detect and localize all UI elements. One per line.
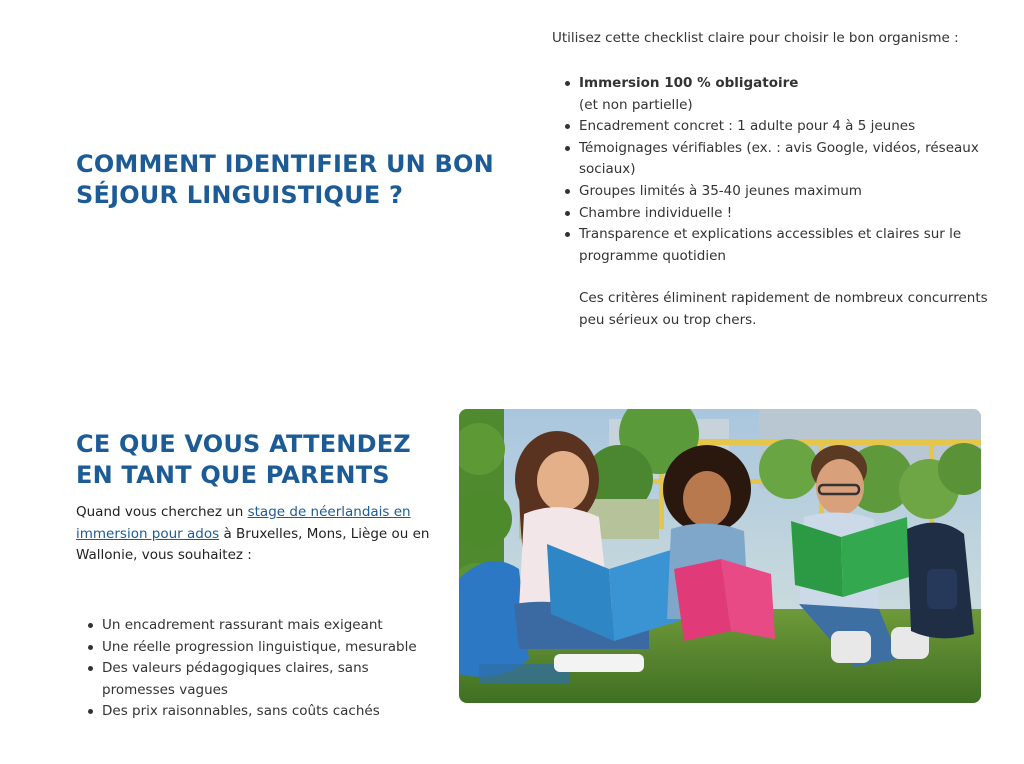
checklist-item: Chambre individuelle ! — [579, 203, 999, 225]
kids-reading-photo — [459, 409, 981, 703]
parents-intro-text-end: à Bruxelles, Mons, Liège ou en Wallonie, vous souhaitez : — [76, 525, 430, 564]
checklist-item: Groupes limités à 35-40 jeunes maximum — [579, 181, 999, 203]
identify-title-line-1: COMMENT IDENTIFIER UN BON — [76, 150, 494, 178]
checklist-item: Transparence et explications accessibles et claires sur le programme quotidien — [579, 224, 999, 267]
checklist-item: Encadrement concret : 1 adulte pour 4 à 5 jeunes — [579, 116, 999, 138]
parents-title-line-2: EN TANT QUE PARENTS — [76, 461, 390, 489]
immersion-stage-link[interactable]: stage de néerlandais en immersion pour ados — [76, 504, 411, 542]
checklist-item — [579, 73, 999, 116]
expectation-item: Des prix raisonnables, sans coûts cachés — [102, 701, 432, 723]
expectation-item: Un encadrement rassurant mais exigeant — [102, 615, 432, 637]
checklist-intro: Utilisez cette checklist claire pour choisir le bon organisme : — [552, 30, 959, 46]
checklist-item-strong: Immersion 100 % obligatoire — [579, 75, 799, 91]
expectations-list — [102, 615, 432, 723]
parents-intro — [76, 502, 446, 567]
identify-section-title — [76, 149, 494, 211]
checklist-item-sub: (et non partielle) — [579, 96, 693, 113]
expectation-item: Des valeurs pédagogiques claires, sans promesses vagues — [102, 658, 432, 701]
parents-section-title — [76, 429, 411, 491]
checklist-item: Témoignages vérifiables (ex. : avis Google, vidéos, réseaux sociaux) — [579, 138, 999, 181]
checklist-note: Ces critères éliminent rapidement de nombreux concurrents peu sérieux ou trop chers. — [579, 290, 988, 328]
kids-reading-illustration — [459, 409, 981, 703]
checklist — [579, 73, 999, 267]
parents-title-line-1: CE QUE VOUS ATTENDEZ — [76, 430, 411, 458]
parents-intro-text: Quand vous cherchez un — [76, 504, 248, 520]
expectation-item: Une réelle progression linguistique, mesurable — [102, 637, 432, 659]
identify-title-line-2: SÉJOUR LINGUISTIQUE ? — [76, 181, 404, 209]
